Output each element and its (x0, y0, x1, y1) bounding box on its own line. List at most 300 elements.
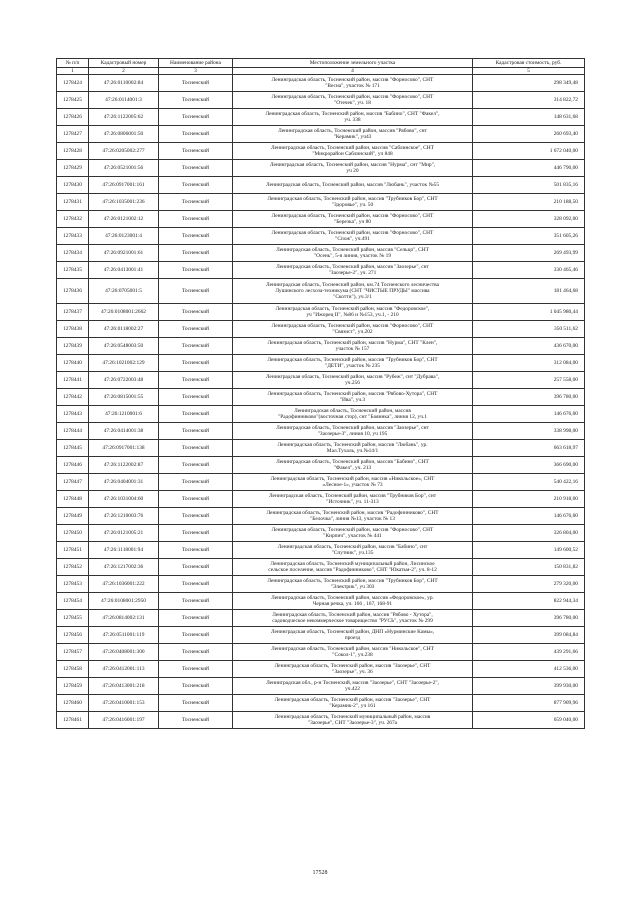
location-line: "Керамик", уч43 (333, 134, 372, 141)
land-location (233, 678, 473, 695)
location-line: садоводческое некоммерческое товарищество "РУСЬ", участок № 299 (272, 618, 433, 625)
location-line: Ленинградская область, Тосненский район, массив "Заозерье", снт (276, 264, 429, 270)
district-name: Тосненский (159, 678, 233, 695)
location-line: "Заозерье", уч. 36 (332, 669, 373, 676)
cadastral-number: 47:26:0205002:277 (89, 143, 159, 160)
location-line: уч.422 (345, 686, 360, 693)
cadastral-number: 47:26:0722003:48 (89, 372, 159, 389)
table-row (57, 75, 585, 92)
table-row (57, 695, 585, 712)
district-name: Тосненский (159, 508, 233, 525)
district-name: Тосненский (159, 279, 233, 304)
row-number: 1278426 (57, 109, 89, 126)
location-line: Ленинградская область, Тосненский район, ДНП «Нурминские Камы», (270, 629, 435, 635)
location-line: "Осень", 5-я линия, участок № 19 (313, 253, 392, 260)
district-name: Тосненский (159, 627, 233, 644)
land-location (233, 406, 473, 423)
location-line: "Кирпич", участок № 441 (323, 533, 382, 540)
row-number: 1278437 (57, 304, 89, 321)
cadastral-number: 47:26:0123001:4 (89, 228, 159, 245)
table-row (57, 389, 585, 406)
table-row (57, 338, 585, 355)
cadastral-number: 47:26:0917001:138 (89, 440, 159, 457)
district-name: Тосненский (159, 423, 233, 440)
location-line: Ленинградская область, Тосненский район, массив "Форносово", СНТ (271, 77, 434, 83)
cadastral-value: 330 465,46 (473, 262, 585, 279)
location-line: "Электрик", уч 303 (330, 584, 375, 591)
row-number: 1278440 (57, 355, 89, 372)
land-location (233, 228, 473, 245)
district-name: Тосненский (159, 661, 233, 678)
cadastral-number: 47:26:0921001:61 (89, 245, 159, 262)
cadastral-number: 47:26:0814002:131 (89, 610, 159, 627)
cadastral-value: 181 464,68 (473, 279, 585, 304)
district-name: Тосненский (159, 355, 233, 372)
location-line: Ленинградская область, Тосненский район, массив "Федоровское", (275, 306, 430, 312)
cadastral-number: 47:26:0511001:119 (89, 627, 159, 644)
location-line: "Здоровье", уч. 50 (331, 202, 374, 209)
header-cell: Кадастровая стоимость, руб. (473, 59, 585, 68)
location-line: Ленинградская область, Тосненский муниципальный район, массив (274, 714, 431, 720)
row-number: 1278450 (57, 525, 89, 542)
land-location (233, 372, 473, 389)
location-line: сельское поселение, массив "Радофинниково", СНТ "Юкатьм-2", уч. 8-12 (268, 567, 437, 574)
location-line: Ленинградская область, Тосненский район, массив "Нурма", снт "Мир", (269, 162, 436, 168)
cadastral-number: 47:26:0404001:31 (89, 474, 159, 491)
land-location (233, 126, 473, 143)
cadastral-value: 350 511,62 (473, 321, 585, 338)
row-number: 1278453 (57, 576, 89, 593)
row-number: 1278441 (57, 372, 89, 389)
cadastral-value: 269 493,99 (473, 245, 585, 262)
location-line: Ленинградская область, Тосненский район, массив "Заозерье", СНТ (274, 663, 431, 669)
location-line: Ленинградская область, Тосненский район, массив "Любань", ур. (277, 442, 428, 448)
location-line: "Заозерье", СНТ "Заозерье-3", уч. 267а (307, 720, 398, 727)
district-name: Тосненский (159, 143, 233, 160)
land-location (233, 440, 473, 457)
land-location (233, 627, 473, 644)
district-name: Тосненский (159, 457, 233, 474)
location-line: Ленинградская область, Тосненский муниципальный район, Лисинское (270, 561, 435, 567)
land-location (233, 262, 473, 279)
cadastral-number: 47:26:1118001:94 (89, 542, 159, 559)
row-number: 1278424 (57, 75, 89, 92)
cadastral-number: 47:26:0108001:2950 (89, 593, 159, 610)
location-line: Ленинградская обл., р-н Тосненский, массив "Заозерье", СНТ "Заозерье-2", (266, 680, 439, 686)
land-location (233, 525, 473, 542)
location-line: "Сокол-1", уч.238 (332, 652, 373, 659)
district-name: Тосненский (159, 126, 233, 143)
cadastral-value: 439 291,66 (473, 644, 585, 661)
table-body (57, 75, 585, 729)
table-row (57, 576, 585, 593)
cadastral-number: 47:26:1210003:76 (89, 508, 159, 525)
cadastral-value: 150 831,82 (473, 559, 585, 576)
location-line: Ленинградская область, Тосненский район, массив "Трубников Бор", СНТ (267, 196, 438, 202)
land-location (233, 211, 473, 228)
land-location (233, 143, 473, 160)
land-location (233, 177, 473, 194)
location-line: "Керамик-2", уч 161 (329, 703, 376, 710)
row-number: 1278451 (57, 542, 89, 559)
table-row (57, 525, 585, 542)
location-line: Мал.Тухаль, уч.№14/1 (326, 448, 379, 455)
district-name: Тосненский (159, 559, 233, 576)
cadastral-number: 47:26:0114001:3 (89, 92, 159, 109)
row-number: 1278431 (57, 194, 89, 211)
table-row (57, 559, 585, 576)
cadastral-number: 47:26:1031004:60 (89, 491, 159, 508)
location-line: Ленинградская область, Тосненский район, массив "Сельцо", СНТ (276, 247, 429, 253)
cadastral-number: 47:26:0413001:218 (89, 678, 159, 695)
table-row (57, 109, 585, 126)
location-line: Ленинградская область, Тосненский район, массив "Форносово", СНТ (271, 213, 434, 219)
cadastral-number: 47:26:0917001:161 (89, 177, 159, 194)
location-line: "Радофинниково"(восточная стор), снт "Бояинка", линия 12, уч.1 (278, 414, 427, 421)
land-location (233, 338, 473, 355)
cadastral-number: 47:26:0521001:56 (89, 160, 159, 177)
cadastral-number: 47:26:1122005:62 (89, 109, 159, 126)
land-location (233, 542, 473, 559)
location-line: Ленинградская область, Тосненский район, массив "Заозерье", снт (276, 425, 429, 431)
cadastral-number: 47:26:0408001:300 (89, 644, 159, 661)
cadastral-value: 298 349,48 (473, 75, 585, 92)
location-line: "Заозерье-2", уч. 271 (328, 270, 377, 277)
location-line: Лушинского лесхоза-техникума (СНТ "ЧИСТЫЕ ПРУДЫ" массива (275, 288, 430, 295)
table-row (57, 610, 585, 627)
location-line: Ленинградская область, Тосненский район, массив "Рябово", снт (278, 128, 427, 134)
cadastral-number: 47:26:1035001:236 (89, 194, 159, 211)
cadastral-value: 149 600,52 (473, 542, 585, 559)
cadastral-value-table (56, 58, 585, 729)
row-number: 1278429 (57, 160, 89, 177)
row-number: 1278454 (57, 593, 89, 610)
cadastral-value: 326 804,00 (473, 525, 585, 542)
land-location (233, 457, 473, 474)
table-row (57, 211, 585, 228)
header-cell: Кадастровый номер (89, 59, 159, 68)
table-row (57, 372, 585, 389)
row-number: 1278445 (57, 440, 89, 457)
cadastral-number: 47:26:0110002:84 (89, 75, 159, 92)
location-line: Ленинградская область, Тосненский район, массив "Трубников Бор", СНТ (267, 578, 438, 584)
cadastral-number: 47:26:0410001:153 (89, 695, 159, 712)
table-row (57, 474, 585, 491)
location-line: "Ива", уч.3 (339, 397, 366, 404)
table-row (57, 593, 585, 610)
district-name: Тосненский (159, 406, 233, 423)
row-number: 1278446 (57, 457, 89, 474)
row-number: 1278439 (57, 338, 89, 355)
location-line: "Факел", уч. 213 (333, 465, 372, 472)
table-row (57, 678, 585, 695)
land-location (233, 423, 473, 440)
table-row (57, 457, 585, 474)
land-location (233, 321, 473, 338)
cadastral-number: 47:26:0548003:50 (89, 338, 159, 355)
land-location (233, 712, 473, 729)
row-number: 1278438 (57, 321, 89, 338)
district-name: Тосненский (159, 474, 233, 491)
row-number: 1278459 (57, 678, 89, 695)
location-line: Ленинградская область, Тосненский район, массив "Форносово", СНТ (271, 323, 434, 329)
header-cell: Наименование района (159, 59, 233, 68)
cadastral-number: 47:26:1021002:129 (89, 355, 159, 372)
land-location (233, 109, 473, 126)
cadastral-value: 210 188,50 (473, 194, 585, 211)
land-location (233, 245, 473, 262)
district-name: Тосненский (159, 228, 233, 245)
land-location (233, 593, 473, 610)
cadastral-number: 47:26:0118002:27 (89, 321, 159, 338)
table-header-row (57, 59, 585, 68)
location-line: «Лесное-1», участок № 73 (322, 482, 383, 489)
row-number: 1278452 (57, 559, 89, 576)
row-number: 1278442 (57, 389, 89, 406)
row-number: 1278434 (57, 245, 89, 262)
district-name: Тосненский (159, 440, 233, 457)
district-name: Тосненский (159, 160, 233, 177)
location-line: Ленинградская область, Тосненский район, массив "Любань", участок №55 (265, 182, 440, 189)
table-row (57, 262, 585, 279)
table-row (57, 194, 585, 211)
column-number: 3 (159, 68, 233, 75)
page-number: 17528 (312, 870, 328, 876)
cadastral-value: 328 092,00 (473, 211, 585, 228)
district-name: Тосненский (159, 610, 233, 627)
district-name: Тосненский (159, 491, 233, 508)
location-line: "Весна", участок № 171 (325, 83, 380, 90)
location-line: Ленинградская область, Тосненский район, массив "Трубников Бор", СНТ (267, 357, 438, 363)
row-number: 1278449 (57, 508, 89, 525)
cadastral-number: 47:26:1217002:36 (89, 559, 159, 576)
location-line: уч. 338 (344, 117, 361, 124)
cadastral-number: 47:26:0108001:2662 (89, 304, 159, 321)
cadastral-number: 47:26:0414001:38 (89, 423, 159, 440)
table-row (57, 126, 585, 143)
cadastral-value: 663 618,97 (473, 440, 585, 457)
cadastral-value: 314 822,72 (473, 92, 585, 109)
header-cell: Местоположение земельного участка (233, 59, 473, 68)
location-line: "Березка", уч 80 (334, 219, 371, 226)
cadastral-value: 399 930,00 (473, 678, 585, 695)
location-line: Ленинградская область, Тосненский район, массив «Никольское», СНТ (270, 476, 435, 482)
location-line: Ленинградская область, Тосненский район, массив "Бабино", СНТ "Факел", (265, 111, 440, 117)
land-location (233, 474, 473, 491)
location-line: "Спутник", уч.135 (331, 550, 374, 557)
district-name: Тосненский (159, 542, 233, 559)
column-number: 1 (57, 68, 89, 75)
column-number: 5 (473, 68, 585, 75)
location-line: Ленинградская область, Тосненский район, массив "Бабино", снт (277, 544, 428, 550)
location-line: Черная речка, уч. 166 , 167, 168-91 (312, 601, 393, 608)
table-row (57, 508, 585, 525)
district-name: Тосненский (159, 245, 233, 262)
cadastral-value: 1 672 040,00 (473, 143, 585, 160)
table-row (57, 228, 585, 245)
cadastral-number: 47:26:0815001:55 (89, 389, 159, 406)
land-location (233, 491, 473, 508)
district-name: Тосненский (159, 389, 233, 406)
land-location (233, 304, 473, 321)
document-page (56, 58, 584, 729)
district-name: Тосненский (159, 712, 233, 729)
location-line: "Микрорайон Саблинский", уч 848 (312, 151, 393, 158)
location-line: "Отечек", уч. 18 (334, 100, 371, 107)
land-location (233, 92, 473, 109)
location-line: Ленинградская область, Тосненский район, массив (294, 408, 411, 414)
cadastral-value: 659 040,00 (473, 712, 585, 729)
district-name: Тосненский (159, 109, 233, 126)
column-number-row (57, 68, 585, 75)
row-number: 1278430 (57, 177, 89, 194)
cadastral-number: 47:26:1036001:222 (89, 576, 159, 593)
table-row (57, 92, 585, 109)
row-number: 1278435 (57, 262, 89, 279)
location-line: Ленинградская область, Тосненский район, массив «Федоровское», ур. (271, 595, 434, 601)
cadastral-number: 47:26:0121002:12 (89, 211, 159, 228)
location-line: "ДЕТИ", участок № 235 (325, 363, 380, 370)
cadastral-value: 312 084,00 (473, 355, 585, 372)
district-name: Тосненский (159, 576, 233, 593)
district-name: Тосненский (159, 75, 233, 92)
row-number: 1278447 (57, 474, 89, 491)
cadastral-value: 338 998,00 (473, 423, 585, 440)
table-row (57, 245, 585, 262)
cadastral-value: 146 676,00 (473, 508, 585, 525)
cadastral-value: 210 918,00 (473, 491, 585, 508)
cadastral-value: 412 536,00 (473, 661, 585, 678)
district-name: Тосненский (159, 194, 233, 211)
location-line: уч.256 (345, 380, 360, 387)
cadastral-number: 47:26:0413001:41 (89, 262, 159, 279)
row-number: 1278461 (57, 712, 89, 729)
cadastral-value: 877 909,96 (473, 695, 585, 712)
cadastral-value: 822 944,34 (473, 593, 585, 610)
row-number: 1278425 (57, 92, 89, 109)
cadastral-number: 47:26:1122002:87 (89, 457, 159, 474)
table-row (57, 406, 585, 423)
table-row (57, 661, 585, 678)
row-number: 1278443 (57, 406, 89, 423)
district-name: Тосненский (159, 92, 233, 109)
table-row (57, 542, 585, 559)
location-line: Ленинградская область, Тосненский район, массив "Форносово", СНТ (271, 527, 434, 533)
location-line: "Спож", уч.491 (335, 236, 370, 243)
location-line: "Связист", уч.202 (332, 329, 373, 336)
district-name: Тосненский (159, 338, 233, 355)
location-line: Ленинградская область, Тосненский район, массив "Трубников Бор", снт (268, 493, 437, 499)
cadastral-value: 351 605,26 (473, 228, 585, 245)
location-line: уч 20 (346, 168, 359, 175)
land-location (233, 355, 473, 372)
district-name: Тосненский (159, 525, 233, 542)
district-name: Тосненский (159, 177, 233, 194)
table-row (57, 160, 585, 177)
row-number: 1278456 (57, 627, 89, 644)
row-number: 1278432 (57, 211, 89, 228)
district-name: Тосненский (159, 695, 233, 712)
location-line: Ленинградская область, Тосненский район, массив "Никольское", СНТ (271, 646, 434, 652)
table-row (57, 177, 585, 194)
table-row (57, 627, 585, 644)
column-number: 2 (89, 68, 159, 75)
table-row (57, 321, 585, 338)
district-name: Тосненский (159, 211, 233, 228)
row-number: 1278448 (57, 491, 89, 508)
cadastral-number: 47:26:0705001:5 (89, 279, 159, 304)
table-row (57, 491, 585, 508)
cadastral-number: 47:26:0416001:197 (89, 712, 159, 729)
district-name: Тосненский (159, 593, 233, 610)
district-name: Тосненский (159, 321, 233, 338)
table-row (57, 143, 585, 160)
cadastral-value: 399 084,84 (473, 627, 585, 644)
cadastral-value: 257 558,00 (473, 372, 585, 389)
row-number: 1278458 (57, 661, 89, 678)
land-location (233, 508, 473, 525)
cadastral-number: 47:26:1210001:6 (89, 406, 159, 423)
location-line: Ленинградская область, Тосненский район, массив "Форносово", СНТ (271, 230, 434, 236)
land-location (233, 559, 473, 576)
header-cell: № п/п (57, 59, 89, 68)
location-line: Ленинградская область, Тосненский район, массив "Рябово-Хутора", СНТ (267, 391, 438, 397)
cadastral-value: 148 631,68 (473, 109, 585, 126)
row-number: 1278444 (57, 423, 89, 440)
land-location (233, 75, 473, 92)
land-location (233, 644, 473, 661)
location-line: "Белочка", линия №13, участок № 13 (310, 516, 395, 523)
district-name: Тосненский (159, 304, 233, 321)
cadastral-number: 47:26:0412001:113 (89, 661, 159, 678)
table-row (57, 355, 585, 372)
location-line: Ленинградская область, Тосненский район, массив "Заозерье", СНТ (274, 697, 431, 703)
location-line: "Заозерье-3", линия 10, уч 195 (317, 431, 388, 438)
cadastral-value: 540 422,16 (473, 474, 585, 491)
land-location (233, 695, 473, 712)
table-row (57, 644, 585, 661)
table-row (57, 279, 585, 304)
row-number: 1278460 (57, 695, 89, 712)
cadastral-value: 396 780,00 (473, 389, 585, 406)
location-line: Ленинградская область, Тосненский район, массив "Радофинниково", СНТ (266, 510, 439, 516)
location-line: Ленинградская область, Тосненский район, массив "Рубеж", снт "Дубрава", (265, 374, 440, 380)
location-line: Ленинградская область, Тосненский район, массив "Бабино", СНТ (276, 459, 429, 465)
land-location (233, 576, 473, 593)
location-line: "Скотти"), уч.3/1 (333, 294, 372, 301)
cadastral-value: 436 670,00 (473, 338, 585, 355)
cadastral-value: 396 780,00 (473, 610, 585, 627)
column-number: 4 (233, 68, 473, 75)
row-number: 1278457 (57, 644, 89, 661)
cadastral-value: 1 045 980,44 (473, 304, 585, 321)
land-location (233, 661, 473, 678)
cadastral-value: 366 690,00 (473, 457, 585, 474)
land-location (233, 194, 473, 211)
row-number: 1278433 (57, 228, 89, 245)
location-line: Ленинградская область, Тосненский район, массив "Форносово", СНТ (271, 94, 434, 100)
row-number: 1278427 (57, 126, 89, 143)
table-row (57, 712, 585, 729)
cadastral-number: 47:26:0806001:50 (89, 126, 159, 143)
district-name: Тосненский (159, 372, 233, 389)
row-number: 1278428 (57, 143, 89, 160)
location-line: уч "Ижорец II", №86 и №153, уч.1, - 210 (306, 312, 399, 319)
district-name: Тосненский (159, 644, 233, 661)
row-number: 1278455 (57, 610, 89, 627)
table-row (57, 304, 585, 321)
location-line: "Источник", уч. 11-313 (326, 499, 379, 506)
